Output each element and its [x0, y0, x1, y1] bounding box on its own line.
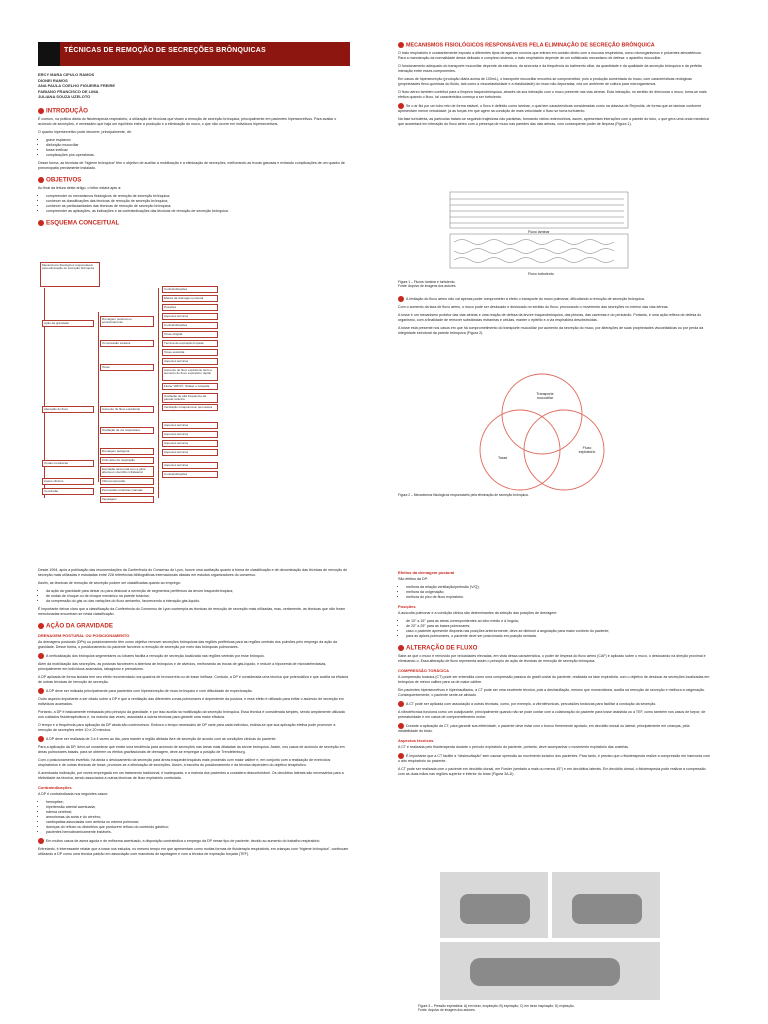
concept-leaf: Aspectos técnicos — [162, 358, 218, 365]
subsection-heading: COMPRESSÃO TORÁCICA — [398, 668, 450, 673]
concept-leaf: Aspectos técnicos — [162, 440, 218, 447]
paragraph: O fluxo aéreo também contribui para a limpeza traqueobrônquica, através da sua interação com o muco presente nas vias aéreas. Esta interação, no sentido de direcionar o muco, torna-se mais efetiva quando o fluxo, tal característica começa a ser turbulento. — [398, 90, 707, 100]
concept-leaf: Ventilação intrapulmonar percussiva — [162, 404, 218, 411]
concept-node: Ciclo ativo de respiração — [100, 457, 154, 464]
list-item: • da ação da gravidade para deixar ou para deslocar a secreção de segmentos periféricos da árvore traqueobrônquica; — [46, 589, 350, 594]
section-bullet-icon — [38, 623, 44, 629]
list-item: • compreender os mecanismos fisiológicos de remoção de secreção brônquica; — [46, 194, 350, 199]
paragraph: O quadro hipersecretivo pode decorrer, principalmente, de: — [38, 130, 132, 134]
list-item: • hipertensão arterial acentuada; — [46, 805, 350, 810]
concept-leaf: Contraindicações — [162, 471, 218, 478]
flow-diagram — [398, 190, 710, 270]
concept-leaf: Técnica de expiração forçada — [162, 340, 218, 347]
note-paragraph: Se o ar flui por um tubo reto de forma estável, o fluxo é definido como laminar, o qual tem características consideradas como na clássica de Reynolds, de forma que se laminar conforme apresentam menor velocidade, já as forças em que agem na condição de mais velocidade o fluxo se torna turbulento. — [398, 104, 702, 114]
list-item: • de ondas de choque ou de choque mecânico na parede torácica; — [46, 594, 350, 599]
paragraph: A DP é contraindicada nos seguintes casos: — [38, 792, 109, 796]
note-paragraph: A DP deve ser realizada de 3 a 4 vezes ao dia, para manter a região afetada livre de secreção de acordo com as condições clínicas do paciente. — [38, 736, 350, 742]
concept-node: Tapotagem — [100, 496, 154, 503]
author-name: FABIANO FRANCISCO DE LIMA — [38, 88, 99, 94]
flow-label-laminar: Fluxo laminar — [528, 230, 550, 234]
paragraph: São efeitos da DP: — [398, 577, 428, 581]
flow-label-turbulent: Fluxo turbulento — [528, 272, 554, 276]
paragraph: Sabe-se que o muco é removido por velocidades elevadas, em vista dessa característica, o poder de limpeza do fluxo aéreo (CAF) é aplicado sobre o muco, o deslocando na direção proximal e eliminando-o. Essa alteração de fluxo representa assim o princípio de ação de técnicas de remoção de secreção brônquica. — [398, 654, 706, 663]
note-paragraph: A limitação do fluxo aéreo não vai apenas poder comprometer a efeito o transporte do muco pulmonar, dificultando a remoção de secreção brônquica. — [398, 296, 710, 302]
concept-node: Percussões torácicas manuais — [100, 487, 154, 494]
venn-label-mucociliary: Transporte mucociliar — [536, 392, 554, 401]
concept-leaf: Contraindicações — [162, 286, 218, 293]
paragraph: O trato respiratório é constantemente exposto a diferentes tipos de agentes nocivos que entram em contato direto com a mucosa respiratória, como microrganismos e poluentes atmosféricos. Para a manutenção da normalidade desse delicado e complexo sistema, o trato respiratório depende de um sofisticado mecanismo de defesa: o aparelho mucociliar. — [398, 51, 702, 61]
upper-right-column — [398, 42, 710, 130]
concept-leaf: Oscilação de alta frequência da parede torácica — [162, 393, 218, 403]
list-item: • compreender as aplicações, as indicações e as contraindicações das técnicas de remoção de secreção brônquica. — [46, 209, 350, 214]
figure-caption: Figura 3 – Pressão expiratória: A) em tórax, inspiração; B) expiração; C) em tórax inspiração; D) expiração. Fonte: Arquivo de imagem dos autores. — [418, 1004, 575, 1013]
list-item: • complicações pós-operatórias. — [46, 153, 350, 158]
note-marker-icon — [38, 838, 44, 844]
paragraph: É importante deixar claro que a classificação da Conferência do Consenso de Lyon contempla as técnicas de remoção de secreção mais utilizadas, mas, certamente, as técnicas que não foram mencionadas encontram-se nesta classificação. — [38, 607, 346, 616]
paragraph: A tosse está presente nos casos em que há comprometimento do transporte mucociliar por aumento da secreção do muco, por alterações de suas propriedades viscoelásticas ou por perda da integridade estrutural da parede brônquica (Figura 2). — [398, 326, 704, 335]
note-paragraph: A DP deve ser indicada principalmente para pacientes com hipersecreção de muco brônquico e com dificuldade de expectoração. — [38, 688, 350, 694]
subsection-heading: Aspectos técnicos — [398, 738, 434, 743]
list-item: • da compressão do gás ou das variações do fluxo aeriambo, favorecendo a interação gás-líquido. — [46, 599, 350, 604]
connector-line — [158, 288, 159, 498]
list-item: • de 20° a 25° para as bases pulmonares; — [406, 624, 710, 629]
lower-left-column — [38, 568, 350, 860]
paragraph: Outro aspecto importante a ser citado sobre a DP é que a ventilação das diferentes zonas pulmonares é dependente da postura, e esse efeito é utilizado para evitar o acúmulo de secreção em indivíduos acamados. — [38, 697, 344, 706]
section-bullet-icon — [398, 42, 404, 48]
subsection-heading: Efeitos da drenagem postural — [398, 570, 455, 575]
photo-b-subject — [572, 894, 642, 924]
bullet-list — [38, 800, 350, 835]
bullet-list — [38, 194, 350, 214]
concept-leaf: Flutter VRP1®, Shaker e Acapella — [162, 383, 218, 390]
paragraph: Com o posicionamento invertido, há ainda o deslocamento da secreção para áreas traqueobrônquicas mais proximais com maior calibre e, em conjunto com a realização de exercícios respiratórios e de outras técnicas de tosse, promove-se a eliminação de secreções. Assim, a escolha do posicionamento e da técnica dependem do objetivo terapêutico. — [38, 758, 331, 767]
author-name: JULIANA SOUZA UZELOTO — [38, 94, 91, 100]
bullet-list — [38, 138, 350, 158]
author-name: ERCY MARA CIPULO RAMOS — [38, 72, 95, 77]
concept-node: Tosse — [100, 364, 154, 371]
page-title: TÉCNICAS DE REMOÇÃO DE SECREÇÕES BRÔNQUICAS — [64, 47, 266, 54]
concept-leaf: Aspectos técnicos — [162, 422, 218, 429]
paragraph: Além da mobilização das secreções, as posturas favorecem a abertura de brônquios e de alvéolos, melhorando as trocas de gás-líquido, e reduzir a hipoxemia de microatelectasias, principalmente em indivíduos acamados, tabagismo e prematuros. — [38, 662, 327, 671]
subsection-heading: Contraindicações — [38, 785, 72, 790]
concept-node: Expiração lenta total com a glote aberta em decúbito infralateral — [100, 466, 154, 477]
concept-leaf: Aspectos técnicos — [162, 313, 218, 320]
author-name: ANA PAULA COELHO FIGUEIRA FREIRE — [38, 83, 116, 89]
photo-a-subject — [460, 894, 530, 924]
note-marker-icon — [38, 736, 44, 742]
paragraph: Na fase turbulenta, as partículas tratam-se seguindo trajetórias não paralelas, formando vários redemoinhos, assim, apresentam interações com a parede do tubo, o que gera uma onda mecânica que acarretará em interação do fluxo aéreo com a presença de muco nas paredes das vias aéreas, com consequente poder de limpeza (Figura 1). — [398, 117, 709, 127]
section-bullet-icon — [38, 220, 44, 226]
paragraph: Ao final da leitura deste artigo, o leitor estará apto a: — [38, 186, 122, 190]
concept-leaf: Aspectos técnicos — [162, 431, 218, 438]
section-bullet-icon — [38, 177, 44, 183]
list-item: • aneurismas da aorta e do cérebro; — [46, 815, 350, 820]
list-item: • cardiopatias associadas com arritmia ou edema pulmonar; — [46, 820, 350, 825]
title-banner-block — [38, 42, 60, 66]
section-heading: INTRODUÇÃO — [38, 108, 350, 114]
concept-node: Vibrocompressão — [100, 478, 154, 485]
note-marker-icon — [38, 688, 44, 694]
list-item: • para as ápices pulmonares, o paciente deve ser posicionado em posição sentada. — [406, 634, 710, 639]
list-item: • edema cerebral; — [46, 810, 350, 815]
list-item: • melhora do pico de fluxo expiratório. — [406, 595, 710, 600]
section-bullet-icon — [38, 108, 44, 114]
list-item: • caso o paciente apresente dispneia nas posições anteriormente, deve-se diminuir a angulação para maior conforto do paciente; — [406, 629, 710, 634]
figure-flow — [398, 190, 710, 294]
concept-node: Alteração do fluxo — [42, 406, 94, 413]
section-heading: MECANISMOS FISIOLÓGICOS RESPONSÁVEIS PELA ELIMINAÇÃO DE SECREÇÃO BRÔNQUICA — [398, 42, 710, 48]
note-paragraph: A verticalização dos brônquios segmentares ou lobares facilita a remoção de secreção localizada nas regiões ventrais por esse brônquio. — [38, 653, 350, 659]
list-item: • de 10° a 15° para as áreas correspondentes ao lobo médio e à língula; — [406, 619, 710, 624]
note-marker-icon — [38, 653, 44, 659]
concept-leaf: Efeitos da drenagem postural — [162, 295, 218, 302]
paragraph: Com o aumento da taxa de fluxo aéreo, o muco pode ser deslocado e deslocado no sentido do fluxo, provocando o movimento das secreções no interior das vias aéreas. — [398, 305, 669, 309]
concept-node: Oscilação da via respiratória — [100, 427, 154, 434]
paragraph: Entretanto, é interessante relatar que a tosse nos estudos, no mesmo tempo em que apresentam como muitas formas de fisioterapia respiratória, em crianças com “higiene brônquica”, continuam utilizando a DP como uma técnica padrão em associação com manobras de tapotagem e com a técnica de expiração forçada (TEF). — [38, 847, 349, 856]
concept-node: Compressão torácica — [100, 340, 154, 347]
note-paragraph: Durante a aplicação da CT, para garantir sua efetividade, o paciente deve estar com o tronco firmemente apoiado, em decúbito dorsal ou lateral, principalmente em crianças, pela instabilidade do tórax. — [398, 723, 690, 733]
venn-diagram — [398, 366, 710, 492]
paragraph: As drenagens posturais (DPs) ou posicionamento têm como objetivo remover secreções brônquicas das regiões periféricas para as regiões centrais dos pulmões pelo emprego da ação da gravidade. Desse forma, o posicionamento do paciente favorece a remoção de secreção por meio das brônquias pulmonares. — [38, 640, 338, 649]
concept-node: Ondas mecânicas — [42, 460, 94, 467]
photo-c-subject — [470, 958, 620, 986]
list-item: • conhecer as particularidades das técnicas de remoção de secreção brônquica; — [46, 204, 350, 209]
concept-leaf: Tosse dirigida — [162, 331, 218, 338]
paragraph: Em casos de hipersecreção (produção diária acima de 100mL), o transporte mucociliar encontra-se comprometido, pois a produção aumentada do muco, com características reológicas (propriedades flexo-químicas do fluido, tais como a viscoelasticidade e a elasticidade) do muco não depuradas, cria um ambiente de cultura para microrganismos. — [398, 77, 692, 87]
subsection-heading: Posições — [398, 604, 416, 609]
list-item: • grave espásmo — [46, 138, 350, 143]
paragraph: Portanto, a DP é basicamente embasada pelo princípio da gravidade, e por isso auxilia na mobilização da secreção brônquica. Essa técnica é considerada simples, sendo amplamente utilizada nos cuidados fisioterapêuticos e, na maioria das vezes, associada a outras técnicas para garantir uma maior eficácia. — [38, 710, 345, 719]
list-item: • conhecer as classificações das técnicas de remoção de secreção brônquica; — [46, 199, 350, 204]
list-item: • disfunção mucociliar — [46, 143, 350, 148]
paragraph: A CT pode ser realizada com o paciente em decúbito dorsal, em Fowler (sentado a mais ou menos 45°) e em decúbitos laterais. Em decúbito dorsal, o fisioterapeuta pode realizar a compressão com as duas mãos nas regiões superior e inferior do tórax (Figura 3A-D). — [398, 767, 706, 776]
concept-node: Drenagem postural ou posicionamento — [100, 316, 154, 327]
paragraph: É comum, na prática diária do fisioterapeuta respiratório, a utilização de técnicas que visam a remoção de secreção brônquica, principalmente em pacientes hipersecretivos. Para avaliar o acúmulo de secreções, é necessário que haja um equilíbrio entre a produção e a eliminação do muco, o que não ocorre em indivíduos hipersecretivos. — [38, 117, 337, 126]
note-paragraph: A CT pode ser aplicada com associação a outras técnicas, como, por exemplo, a vibrotéhcnicas, percussões torácicas para facilitar a condução da secreção. — [398, 701, 710, 707]
paragraph: Assim, as técnicas de remoção de secreção podem ser classificadas quanto ao emprego: — [38, 581, 181, 585]
paragraph: A DP aplicada de forma isolada tem seu efeito recomendado nos quadros de broncorreia ou de tosse ineficaz. Contudo, a DP é considerada uma técnica que potencializa e que auxilia na eficácia de outras técnicas de remoção de secreção. — [38, 675, 349, 684]
concept-node: Ação da gravidade — [42, 320, 94, 327]
list-item: • tosse ineficaz — [46, 148, 350, 153]
author-list — [38, 72, 115, 100]
paragraph: A CT é realizada pelo fisioterapeuta durante o período expiratório do paciente, portanto, deve acompanhar o movimento expiratório das costelas. — [398, 745, 629, 749]
list-item: • hemoptise; — [46, 800, 350, 805]
concept-leaf: Aspectos técnicos — [162, 449, 218, 456]
concept-node: Drenagem autógena — [100, 448, 154, 455]
note-marker-icon — [398, 701, 404, 707]
concept-leaf: Aumento do fluxo expiratório lento e aumento do fluxo expiratório rápido — [162, 367, 218, 381]
section-heading: AÇÃO DA GRAVIDADE — [38, 623, 350, 629]
concept-leaf: Aspectos técnicos — [162, 462, 218, 469]
paragraph: A tosse é um mecanismo protetor das vias aéreas e uma reação de defesa da árvore traqueobrônquica, das pleuras, das cavernas e do pericárdio. Portanto, é uma ação reflexa de defesa do organismo, com a finalidade de remover substâncias estranhas e células, manter o epitélio e a via respiratória desobstruídas. — [398, 313, 702, 322]
paragraph: Para a aplicação da DP, deve-se considerar que existe uma tendência para acúmulo de secreções nas áreas mais dilatadas da árvore brônquica. Assim, nos casos de acúmulo de secreção em áreas pulmonares basais, para se obterem os efeitos gravitacionais de drenagem, deve-se empregar a posição de Trendelenburg. — [38, 745, 345, 754]
concept-root: Mecanismos fisiológicos responsáveis pela eliminação de secreção brônquica — [40, 262, 100, 287]
note-paragraph: Em muitos casos de asma aguda e de enfisema acentuado, a disposição contraindica o emprego da DP nesse tipo de paciente, devido ao aumento do trabalho respiratório. — [38, 838, 350, 844]
concept-leaf: Tosse assistida — [162, 349, 218, 356]
figure-venn — [398, 366, 710, 502]
paragraph: A ausculta pulmonar e a condição clínica são determinantes da seleção das posições de drenagem: — [398, 611, 558, 615]
concept-node: Conclusão — [42, 488, 94, 495]
list-item: • pacientes hemodinamicamente instáveis. — [46, 830, 350, 835]
section-heading: OBJETIVOS — [38, 177, 350, 183]
upper-right-column-continued — [398, 296, 710, 339]
paragraph: Desde 1994, após a publicação das recomendações da Conferência do Consenso de Lyon, houve uma aceitação quanto à forma de classificação e de denominação das técnicas de remoção de secreção mais utilizadas e estudadas entre 228 referências bibliográficas internacionais citadas em estudos organizadores do consenso. — [38, 568, 348, 577]
paragraph: A vibrotéhcnica funciona como um coadjuvante, principalmente quando não se pode contar com a colaboração do paciente para tosse assistida ou a TEF, como também nos casos de torpor, de prematuridade e em casos de comprometimento motor. — [398, 710, 706, 719]
lower-right-column — [398, 570, 710, 780]
connector-line — [98, 312, 99, 482]
title-banner — [38, 42, 350, 66]
author-name: DIONEI RAMOS — [38, 77, 68, 83]
paragraph: Em pacientes hipersecretivos e hiperinsuflados, a CT pode ser uma excelente técnica, pois a desinsuflação, mesmo que momentânea, auxilia na remoção de secreção e melhora a oxigenação. Consequentemente, o paciente sente-se aliviado. — [398, 688, 705, 697]
bullet-list — [398, 619, 710, 639]
note-marker-icon — [398, 296, 404, 302]
bullet-list — [38, 589, 350, 604]
subsection-heading: DRENAGEM POSTURAL OU POSICIONAMENTO — [38, 633, 130, 638]
list-item: • melhora da oxigenação; — [406, 590, 710, 595]
paragraph: Desse forma, as técnicas de “higiene brônquica” têm o objetivo de auxiliar a mobilização e a eliminação de secreções, melhorando as trocas gasosas e evitando complicações de um quadro de pneumopatia previamente instalado. — [38, 161, 345, 170]
bullet-list — [398, 585, 710, 600]
concept-leaf: Contraindicações — [162, 322, 218, 329]
list-item: • melhora da relação ventilação/perfusão (V/Q); — [406, 585, 710, 590]
concept-node: Aumento do fluxo expiratório — [100, 406, 154, 413]
concept-leaf: Posições — [162, 304, 218, 311]
note-paragraph: É importante que a CT facilite a “desinsuflação” sem causar opressão ao movimento torácico dos pacientes. Para tanto, é preciso que o fisioterapeuta realize a compressão em harmonia com o alto respiratório do paciente. — [398, 753, 710, 763]
paragraph: O funcionamento adequado do transporte mucociliar depende da estrutura, da sincronia e da frequência do batimento ciliar, da quantidade e da qualidade da secreção brônquica e da perfeita interação entre esses componentes. — [398, 64, 702, 74]
section-heading: ALTERAÇÃO DE FLUXO — [398, 645, 710, 651]
upper-left-column — [38, 102, 350, 229]
figure-caption: Figura 1 – Fluxos: laminar e turbulento. Fonte: Arquivo de imagens dos autores. — [398, 280, 457, 289]
venn-label-expiratory-flow: Fluxo expiratório — [578, 446, 596, 455]
figure-caption: Figura 2 – Mecanismos fisiológicos responsáveis pela eliminação de secreção brônquica. — [398, 493, 529, 497]
venn-label-cough: Tosse — [498, 456, 508, 460]
paragraph: A acentuada inclinação, por vezes empregada em um tratamento tradicional, é inadequada, e a maioria dos pacientes a considera desconfortável. Os decúbitos laterais são necessários para a efetividade da técnica, sendo associados a outras técnicas de fluxo expiratório controlado. — [38, 771, 344, 780]
concept-node: Casos clínicos — [42, 478, 94, 485]
paragraph: A compressão torácica (CT) pode ser entendida como uma compressão passiva do gradil costal do paciente, realizada na fase expiratória, com o objetivo de deslocar as secreções localizadas em brônquios de menor calibre para os de maior calibre. — [398, 675, 710, 684]
paragraph: O tempo e a frequência para aplicação da DP ainda são controversos. Embora o tempo necessário de DP varie para cada indivíduo, estima-se que sua aplicação efetiva pode promover a remoção de secreções entre 10 e 20 minutos. — [38, 723, 336, 732]
section-bullet-icon — [398, 645, 404, 651]
figure-photos — [418, 872, 660, 1020]
section-heading: ESQUEMA CONCEITUAL — [38, 220, 350, 226]
list-item: • doenças do refluxo ou distúrbios que produzem refluxo do conteúdo gástrico; — [46, 825, 350, 830]
